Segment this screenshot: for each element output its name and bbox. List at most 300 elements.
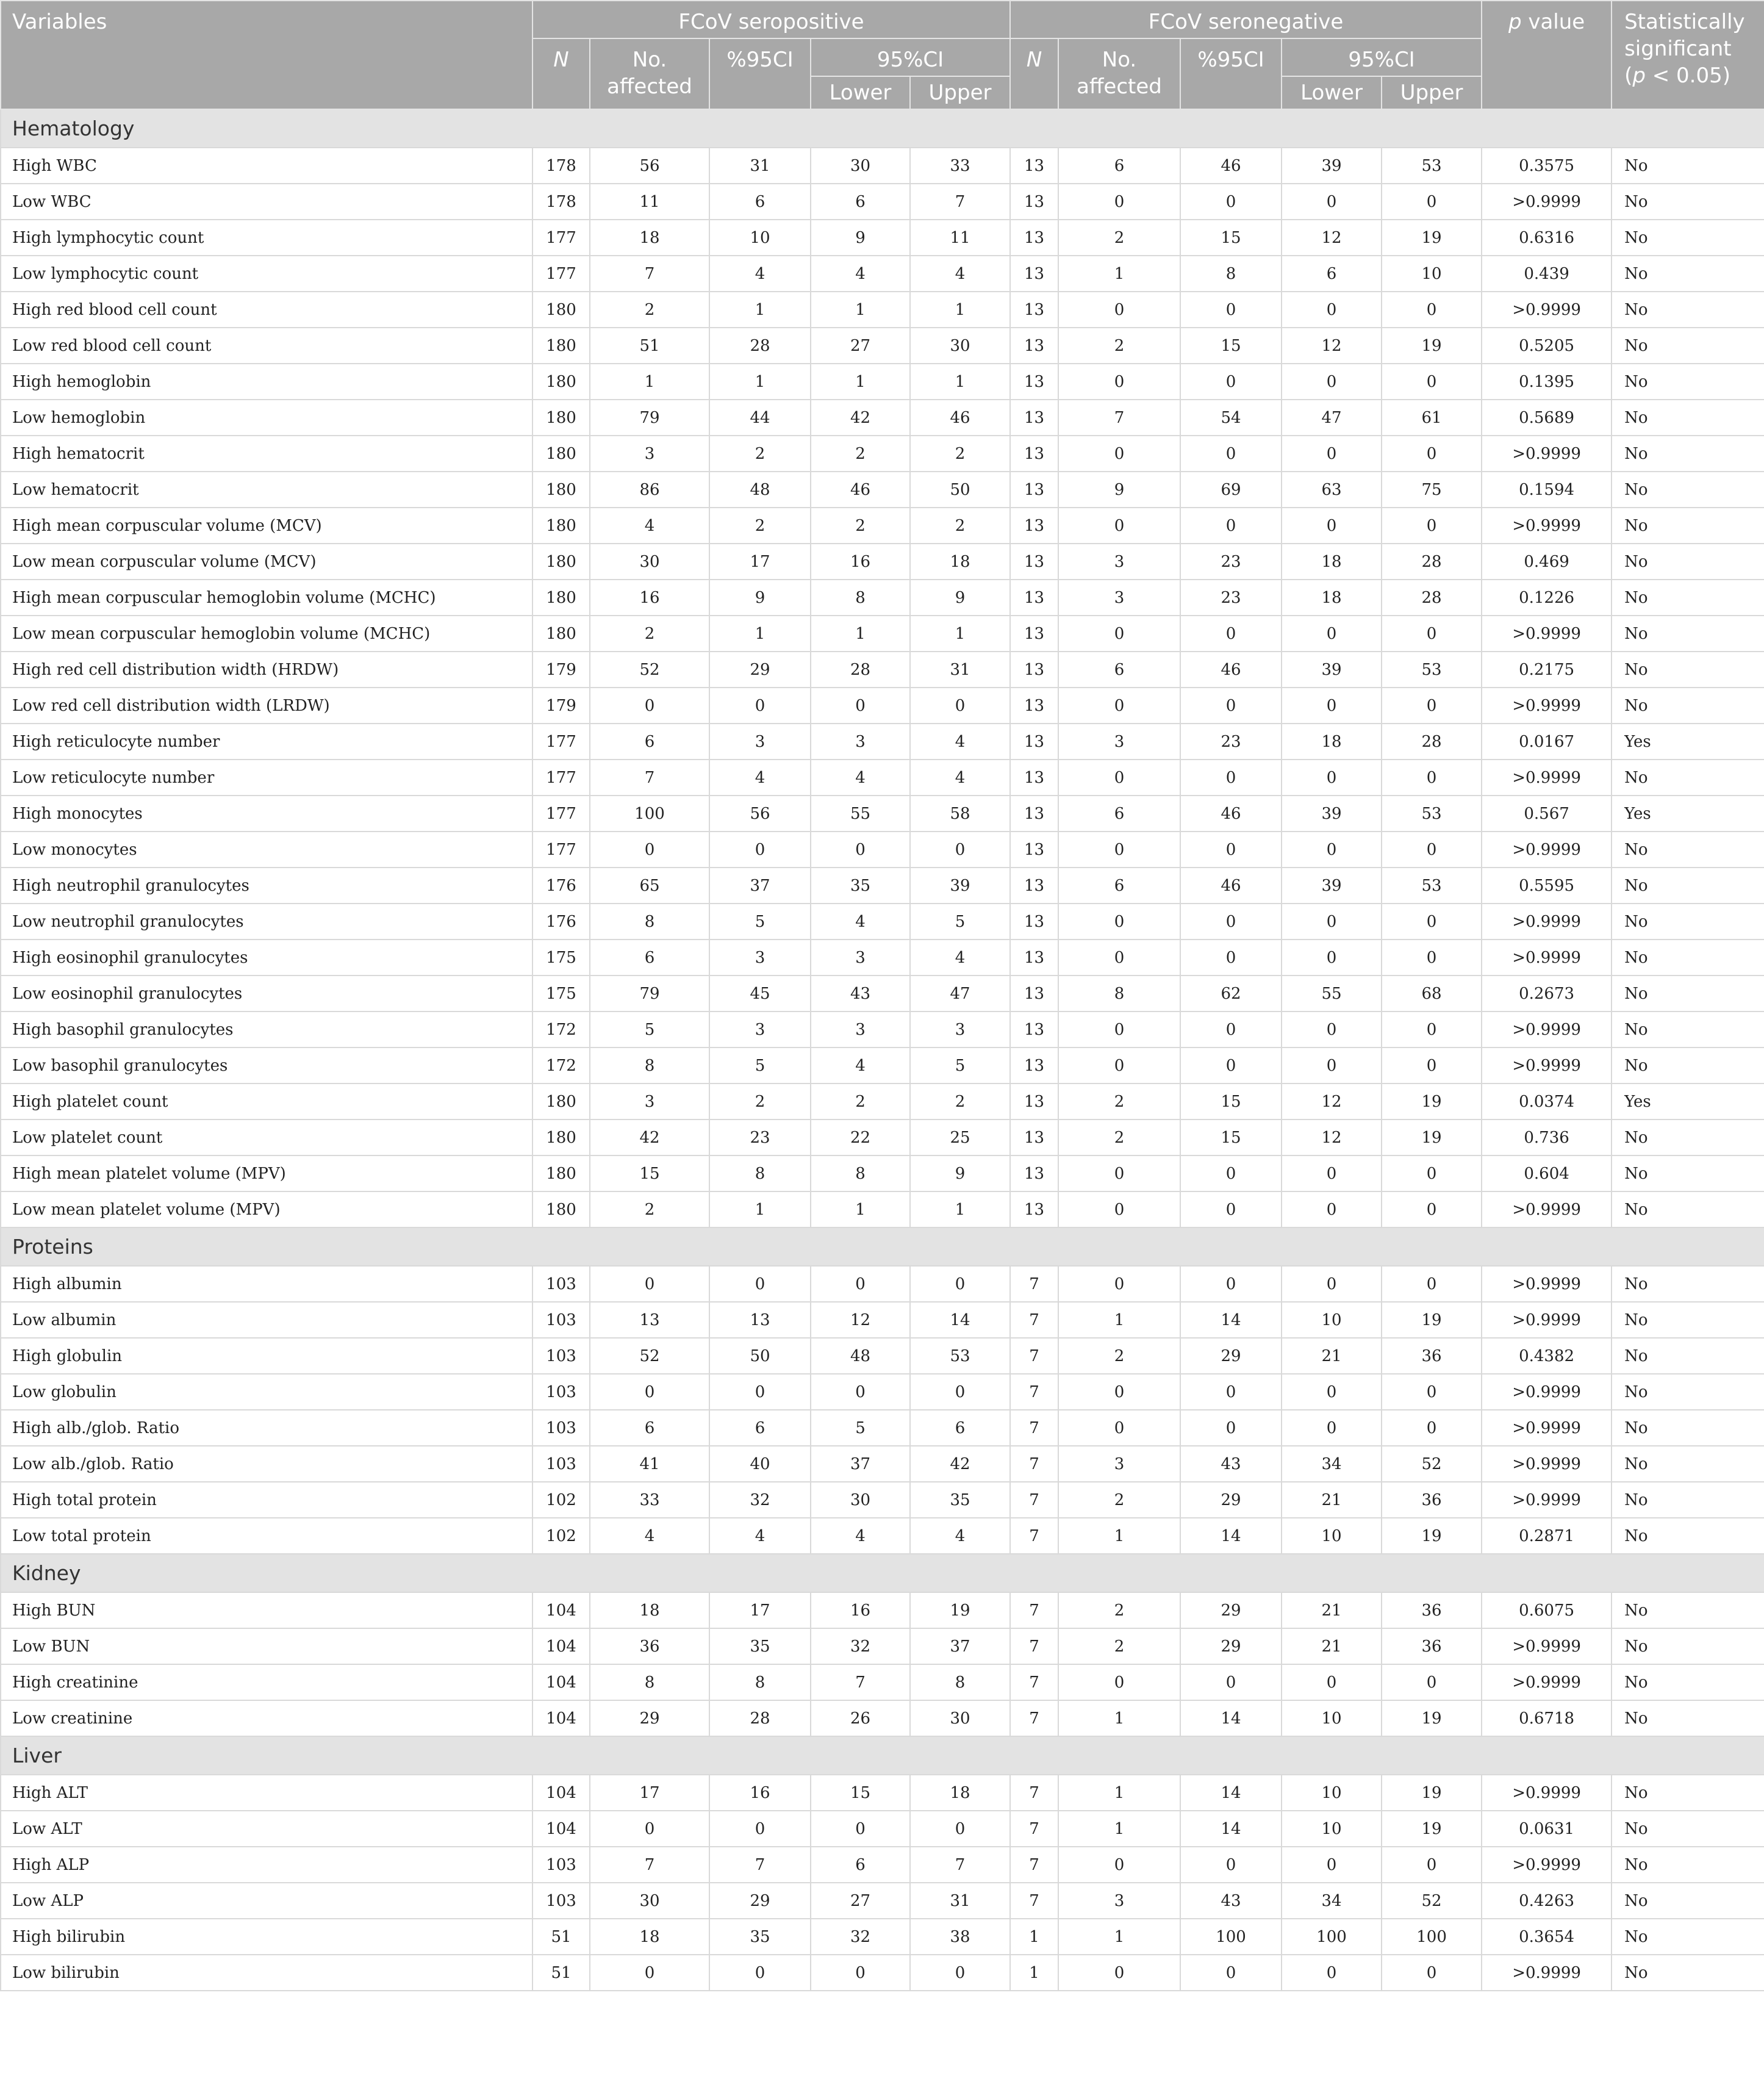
table-cell: No xyxy=(1612,1374,1764,1410)
pos-ci-pct-header: %95CI xyxy=(709,38,811,109)
table-cell: 0 xyxy=(590,1266,709,1302)
table-cell: 31 xyxy=(910,1883,1010,1919)
table-cell: 46 xyxy=(910,400,1010,436)
table-cell: 35 xyxy=(709,1628,811,1664)
table-cell: 13 xyxy=(1010,148,1058,184)
table-cell: 50 xyxy=(709,1338,811,1374)
table-cell: 7 xyxy=(1010,1518,1058,1554)
variable-name: High hemoglobin xyxy=(1,364,532,400)
table-cell: >0.9999 xyxy=(1482,1664,1612,1700)
table-cell: 0 xyxy=(811,832,910,868)
table-cell: 0 xyxy=(1282,1374,1382,1410)
table-cell: 1 xyxy=(910,364,1010,400)
variable-name: Low BUN xyxy=(1,1628,532,1664)
table-cell: 3 xyxy=(709,1012,811,1048)
table-cell: No xyxy=(1612,1955,1764,1991)
table-cell: 0 xyxy=(1282,1410,1382,1446)
table-cell: 180 xyxy=(532,364,590,400)
table-cell: 0.0631 xyxy=(1482,1811,1612,1847)
table-cell: >0.9999 xyxy=(1482,1410,1612,1446)
variable-name: High total protein xyxy=(1,1482,532,1518)
table-cell: 33 xyxy=(910,148,1010,184)
table-cell: 176 xyxy=(532,868,590,904)
table-cell: 0 xyxy=(1180,1155,1282,1191)
table-cell: >0.9999 xyxy=(1482,436,1612,472)
variable-name: Low hematocrit xyxy=(1,472,532,508)
table-cell: >0.9999 xyxy=(1482,292,1612,328)
table-cell: 65 xyxy=(590,868,709,904)
table-cell: 46 xyxy=(1180,868,1282,904)
table-cell: 31 xyxy=(709,148,811,184)
table-cell: 6 xyxy=(709,184,811,220)
table-cell: 175 xyxy=(532,976,590,1012)
table-cell: 0 xyxy=(1382,184,1482,220)
table-cell: No xyxy=(1612,868,1764,904)
variable-name: Low mean corpuscular volume (MCV) xyxy=(1,544,532,580)
table-cell: 2 xyxy=(910,436,1010,472)
table-cell: 14 xyxy=(1180,1775,1282,1811)
table-cell: 7 xyxy=(1010,1410,1058,1446)
table-cell: 51 xyxy=(532,1955,590,1991)
table-cell: 6 xyxy=(910,1410,1010,1446)
variable-name: Low total protein xyxy=(1,1518,532,1554)
table-cell: 44 xyxy=(709,400,811,436)
table-cell: 7 xyxy=(1010,1302,1058,1338)
table-cell: 7 xyxy=(910,1847,1010,1883)
table-cell: >0.9999 xyxy=(1482,1266,1612,1302)
variable-name: Low hemoglobin xyxy=(1,400,532,436)
table-cell: 38 xyxy=(910,1919,1010,1955)
variable-name: High platelet count xyxy=(1,1083,532,1119)
table-cell: 0 xyxy=(1180,1374,1282,1410)
table-cell: 6 xyxy=(1282,256,1382,292)
table-cell: 8 xyxy=(590,1664,709,1700)
table-cell: No xyxy=(1612,292,1764,328)
table-cell: 180 xyxy=(532,328,590,364)
table-cell: 7 xyxy=(590,256,709,292)
table-cell: 0 xyxy=(1180,184,1282,220)
table-cell: 23 xyxy=(709,1119,811,1155)
table-cell: Yes xyxy=(1612,796,1764,832)
table-cell: 0 xyxy=(709,688,811,724)
table-cell: 19 xyxy=(1382,1700,1482,1736)
table-cell: 13 xyxy=(1010,976,1058,1012)
table-cell: 51 xyxy=(590,328,709,364)
table-cell: 172 xyxy=(532,1048,590,1083)
table-row xyxy=(1,1955,1764,1991)
table-cell: No xyxy=(1612,688,1764,724)
table-cell: No xyxy=(1612,1811,1764,1847)
table-cell: 16 xyxy=(590,580,709,616)
table-cell: 13 xyxy=(590,1302,709,1338)
table-cell: 53 xyxy=(1382,868,1482,904)
table-cell: 21 xyxy=(1282,1338,1382,1374)
table-cell: 103 xyxy=(532,1302,590,1338)
table-cell: 18 xyxy=(1282,544,1382,580)
table-row xyxy=(1,184,1764,220)
table-cell: 0.6718 xyxy=(1482,1700,1612,1736)
table-cell: 15 xyxy=(811,1775,910,1811)
table-cell: 102 xyxy=(532,1482,590,1518)
table-cell: 0.0167 xyxy=(1482,724,1612,760)
table-cell: 0.3654 xyxy=(1482,1919,1612,1955)
table-cell: >0.9999 xyxy=(1482,1191,1612,1227)
table-cell: 37 xyxy=(910,1628,1010,1664)
table-cell: 21 xyxy=(1282,1482,1382,1518)
table-cell: 52 xyxy=(590,652,709,688)
table-cell: 0.469 xyxy=(1482,544,1612,580)
table-cell: 0.5689 xyxy=(1482,400,1612,436)
table-cell: 32 xyxy=(709,1482,811,1518)
p-value-header: p value xyxy=(1482,1,1612,109)
table-row xyxy=(1,1518,1764,1554)
table-cell: 0 xyxy=(1282,184,1382,220)
table-cell: 0 xyxy=(590,1955,709,1991)
table-cell: 3 xyxy=(709,940,811,976)
table-cell: 13 xyxy=(1010,292,1058,328)
table-cell: 2 xyxy=(811,508,910,544)
section-row xyxy=(1,1554,1764,1592)
table-cell: 0 xyxy=(1058,364,1180,400)
table-cell: 0 xyxy=(1058,760,1180,796)
variable-name: Low eosinophil granulocytes xyxy=(1,976,532,1012)
table-cell: 0.1594 xyxy=(1482,472,1612,508)
table-cell: >0.9999 xyxy=(1482,1775,1612,1811)
table-cell: 0 xyxy=(811,1955,910,1991)
table-row xyxy=(1,1700,1764,1736)
table-cell: 0 xyxy=(709,1266,811,1302)
table-cell: 6 xyxy=(811,1847,910,1883)
table-cell: 5 xyxy=(590,1012,709,1048)
table-cell: 56 xyxy=(590,148,709,184)
table-cell: 2 xyxy=(1058,328,1180,364)
table-row xyxy=(1,580,1764,616)
table-cell: No xyxy=(1612,1302,1764,1338)
table-cell: 28 xyxy=(709,1700,811,1736)
table-row xyxy=(1,1883,1764,1919)
table-cell: 25 xyxy=(910,1119,1010,1155)
table-cell: >0.9999 xyxy=(1482,832,1612,868)
table-cell: 0 xyxy=(1282,1191,1382,1227)
table-cell: No xyxy=(1612,256,1764,292)
table-cell: 0.6316 xyxy=(1482,220,1612,256)
table-cell: 18 xyxy=(590,220,709,256)
variable-name: High mean corpuscular volume (MCV) xyxy=(1,508,532,544)
table-cell: 18 xyxy=(910,544,1010,580)
table-cell: 39 xyxy=(910,868,1010,904)
table-cell: 0 xyxy=(811,1374,910,1410)
table-cell: 0.1395 xyxy=(1482,364,1612,400)
table-row xyxy=(1,1302,1764,1338)
table-cell: 180 xyxy=(532,580,590,616)
table-cell: 0.2175 xyxy=(1482,652,1612,688)
table-cell: 0 xyxy=(1058,1410,1180,1446)
table-cell: No xyxy=(1612,184,1764,220)
table-cell: 19 xyxy=(1382,1775,1482,1811)
table-cell: 17 xyxy=(709,544,811,580)
table-cell: 0 xyxy=(1382,760,1482,796)
table-cell: 34 xyxy=(1282,1883,1382,1919)
table-cell: 0 xyxy=(1058,1664,1180,1700)
table-cell: 0 xyxy=(1180,1191,1282,1227)
table-cell: 3 xyxy=(1058,1883,1180,1919)
table-cell: 100 xyxy=(590,796,709,832)
table-cell: 8 xyxy=(590,904,709,940)
table-cell: 8 xyxy=(709,1664,811,1700)
table-cell: No xyxy=(1612,760,1764,796)
variables-header: Variables xyxy=(1,1,532,109)
table-cell: 1 xyxy=(910,1191,1010,1227)
table-cell: 43 xyxy=(1180,1883,1282,1919)
table-cell: >0.9999 xyxy=(1482,904,1612,940)
table-cell: 13 xyxy=(1010,868,1058,904)
table-cell: 0 xyxy=(1282,1048,1382,1083)
table-cell: 11 xyxy=(910,220,1010,256)
table-cell: 4 xyxy=(910,760,1010,796)
table-cell: 7 xyxy=(1010,1883,1058,1919)
section-title: Kidney xyxy=(1,1554,1764,1592)
table-cell: >0.9999 xyxy=(1482,184,1612,220)
variable-name: High lymphocytic count xyxy=(1,220,532,256)
table-cell: 0 xyxy=(1180,616,1282,652)
table-cell: 7 xyxy=(1010,1374,1058,1410)
table-cell: 46 xyxy=(1180,652,1282,688)
table-cell: 0.2673 xyxy=(1482,976,1612,1012)
table-row xyxy=(1,436,1764,472)
table-cell: 42 xyxy=(910,1446,1010,1482)
table-row xyxy=(1,256,1764,292)
table-row xyxy=(1,1083,1764,1119)
table-cell: 23 xyxy=(1180,544,1282,580)
significance-header: Statistically significant (p < 0.05) xyxy=(1612,1,1764,109)
table-cell: 29 xyxy=(1180,1338,1282,1374)
table-cell: 17 xyxy=(709,1592,811,1628)
table-cell: >0.9999 xyxy=(1482,688,1612,724)
variable-name: High mean corpuscular hemoglobin volume (MCHC) xyxy=(1,580,532,616)
table-cell: 176 xyxy=(532,904,590,940)
table-cell: 104 xyxy=(532,1664,590,1700)
table-cell: 0 xyxy=(910,1811,1010,1847)
table-cell: 10 xyxy=(1382,256,1482,292)
table-cell: 103 xyxy=(532,1883,590,1919)
table-cell: No xyxy=(1612,508,1764,544)
table-cell: 0.439 xyxy=(1482,256,1612,292)
variable-name: Low alb./glob. Ratio xyxy=(1,1446,532,1482)
table-cell: 48 xyxy=(709,472,811,508)
table-cell: 40 xyxy=(709,1446,811,1482)
table-cell: No xyxy=(1612,976,1764,1012)
table-cell: 4 xyxy=(811,760,910,796)
table-cell: >0.9999 xyxy=(1482,508,1612,544)
table-cell: 9 xyxy=(709,580,811,616)
table-cell: 180 xyxy=(532,1191,590,1227)
table-cell: 13 xyxy=(1010,1048,1058,1083)
table-cell: 13 xyxy=(1010,616,1058,652)
table-cell: 7 xyxy=(1010,1847,1058,1883)
table-cell: 19 xyxy=(1382,1119,1482,1155)
table-cell: 53 xyxy=(910,1338,1010,1374)
table-cell: 8 xyxy=(709,1155,811,1191)
table-cell: 0 xyxy=(1058,1191,1180,1227)
table-cell: 8 xyxy=(1180,256,1282,292)
table-cell: 177 xyxy=(532,760,590,796)
table-cell: 1 xyxy=(811,616,910,652)
table-cell: 0 xyxy=(1058,688,1180,724)
table-row xyxy=(1,760,1764,796)
table-cell: 13 xyxy=(1010,760,1058,796)
table-cell: 0.736 xyxy=(1482,1119,1612,1155)
table-cell: >0.9999 xyxy=(1482,1012,1612,1048)
table-cell: 13 xyxy=(1010,1083,1058,1119)
table-cell: 1 xyxy=(1058,1518,1180,1554)
table-cell: 18 xyxy=(1282,580,1382,616)
table-cell: 0 xyxy=(1382,1048,1482,1083)
table-cell: 0 xyxy=(1180,1266,1282,1302)
table-cell: 4 xyxy=(811,1518,910,1554)
neg-ci-pct-header: %95CI xyxy=(1180,38,1282,109)
table-cell: 0 xyxy=(1282,436,1382,472)
table-cell: 1 xyxy=(709,616,811,652)
variable-name: Low albumin xyxy=(1,1302,532,1338)
table-cell: 23 xyxy=(1180,580,1282,616)
table-cell: 7 xyxy=(1010,1775,1058,1811)
table-cell: 180 xyxy=(532,292,590,328)
table-row xyxy=(1,940,1764,976)
table-cell: 6 xyxy=(1058,796,1180,832)
table-cell: 0 xyxy=(1382,1664,1482,1700)
pos-ci-header: 95%CI xyxy=(811,38,1010,76)
table-cell: 13 xyxy=(1010,1012,1058,1048)
table-cell: 0 xyxy=(590,688,709,724)
table-cell: 6 xyxy=(1058,652,1180,688)
table-cell: No xyxy=(1612,400,1764,436)
table-cell: 2 xyxy=(590,1191,709,1227)
table-cell: 53 xyxy=(1382,796,1482,832)
table-cell: 0 xyxy=(1382,1847,1482,1883)
table-cell: 2 xyxy=(709,436,811,472)
table-cell: 13 xyxy=(1010,832,1058,868)
table-cell: 15 xyxy=(1180,220,1282,256)
table-cell: 0.1226 xyxy=(1482,580,1612,616)
table-cell: 0 xyxy=(1382,616,1482,652)
table-row xyxy=(1,1592,1764,1628)
table-cell: >0.9999 xyxy=(1482,760,1612,796)
table-cell: No xyxy=(1612,1191,1764,1227)
table-row xyxy=(1,1811,1764,1847)
neg-affected-header: No. affected xyxy=(1058,38,1180,109)
table-cell: 14 xyxy=(1180,1518,1282,1554)
table-row xyxy=(1,1048,1764,1083)
table-cell: 7 xyxy=(1010,1266,1058,1302)
table-cell: 0.3575 xyxy=(1482,148,1612,184)
table-cell: 1 xyxy=(709,292,811,328)
variable-name: High mean platelet volume (MPV) xyxy=(1,1155,532,1191)
table-cell: 13 xyxy=(1010,1119,1058,1155)
table-cell: 3 xyxy=(811,724,910,760)
table-cell: 0 xyxy=(590,1811,709,1847)
table-cell: 46 xyxy=(811,472,910,508)
table-cell: 102 xyxy=(532,1518,590,1554)
table-cell: 52 xyxy=(1382,1883,1482,1919)
table-cell: 180 xyxy=(532,472,590,508)
table-row xyxy=(1,220,1764,256)
table-cell: No xyxy=(1612,1700,1764,1736)
table-cell: 0 xyxy=(709,1811,811,1847)
table-cell: 12 xyxy=(811,1302,910,1338)
table-cell: 0 xyxy=(1058,1012,1180,1048)
table-cell: 6 xyxy=(590,1410,709,1446)
table-cell: 0.2871 xyxy=(1482,1518,1612,1554)
table-cell: 28 xyxy=(1382,580,1482,616)
table-cell: 0 xyxy=(811,688,910,724)
table-cell: No xyxy=(1612,1338,1764,1374)
table-cell: 0 xyxy=(910,1266,1010,1302)
table-cell: 103 xyxy=(532,1410,590,1446)
variable-name: High WBC xyxy=(1,148,532,184)
table-cell: 33 xyxy=(590,1482,709,1518)
table-cell: 0 xyxy=(1382,1266,1482,1302)
table-cell: 0 xyxy=(1282,1847,1382,1883)
table-cell: 1 xyxy=(811,364,910,400)
table-cell: 28 xyxy=(709,328,811,364)
table-cell: 180 xyxy=(532,436,590,472)
table-cell: 1 xyxy=(1058,1302,1180,1338)
variable-name: High alb./glob. Ratio xyxy=(1,1410,532,1446)
table-cell: 26 xyxy=(811,1700,910,1736)
table-row xyxy=(1,1482,1764,1518)
table-cell: 180 xyxy=(532,1119,590,1155)
table-cell: 39 xyxy=(1282,796,1382,832)
table-cell: 6 xyxy=(1058,868,1180,904)
table-cell: 1 xyxy=(811,292,910,328)
table-cell: 0 xyxy=(1382,436,1482,472)
table-cell: 34 xyxy=(1282,1446,1382,1482)
table-cell: 43 xyxy=(1180,1446,1282,1482)
variable-name: High ALT xyxy=(1,1775,532,1811)
table-cell: 180 xyxy=(532,1083,590,1119)
table-cell: 47 xyxy=(910,976,1010,1012)
table-cell: No xyxy=(1612,472,1764,508)
table-cell: 1 xyxy=(811,1191,910,1227)
table-cell: 86 xyxy=(590,472,709,508)
table-row xyxy=(1,976,1764,1012)
table-cell: 103 xyxy=(532,1338,590,1374)
table-cell: 39 xyxy=(1282,868,1382,904)
table-cell: 0 xyxy=(1058,1155,1180,1191)
table-cell: No xyxy=(1612,1628,1764,1664)
table-cell: 29 xyxy=(590,1700,709,1736)
table-cell: No xyxy=(1612,1847,1764,1883)
table-cell: 0 xyxy=(1180,1664,1282,1700)
table-cell: 13 xyxy=(709,1302,811,1338)
table-row xyxy=(1,292,1764,328)
table-cell: No xyxy=(1612,652,1764,688)
table-cell: 14 xyxy=(910,1302,1010,1338)
table-cell: 35 xyxy=(709,1919,811,1955)
table-cell: 14 xyxy=(1180,1700,1282,1736)
table-cell: 100 xyxy=(1282,1919,1382,1955)
table-cell: 4 xyxy=(709,256,811,292)
table-cell: 79 xyxy=(590,400,709,436)
table-cell: 10 xyxy=(1282,1700,1382,1736)
table-cell: 0 xyxy=(709,1374,811,1410)
table-cell: 15 xyxy=(1180,1083,1282,1119)
table-cell: 0 xyxy=(1382,1191,1482,1227)
table-cell: 0 xyxy=(1058,904,1180,940)
table-row xyxy=(1,1410,1764,1446)
variable-name: High globulin xyxy=(1,1338,532,1374)
table-cell: 0 xyxy=(1180,508,1282,544)
